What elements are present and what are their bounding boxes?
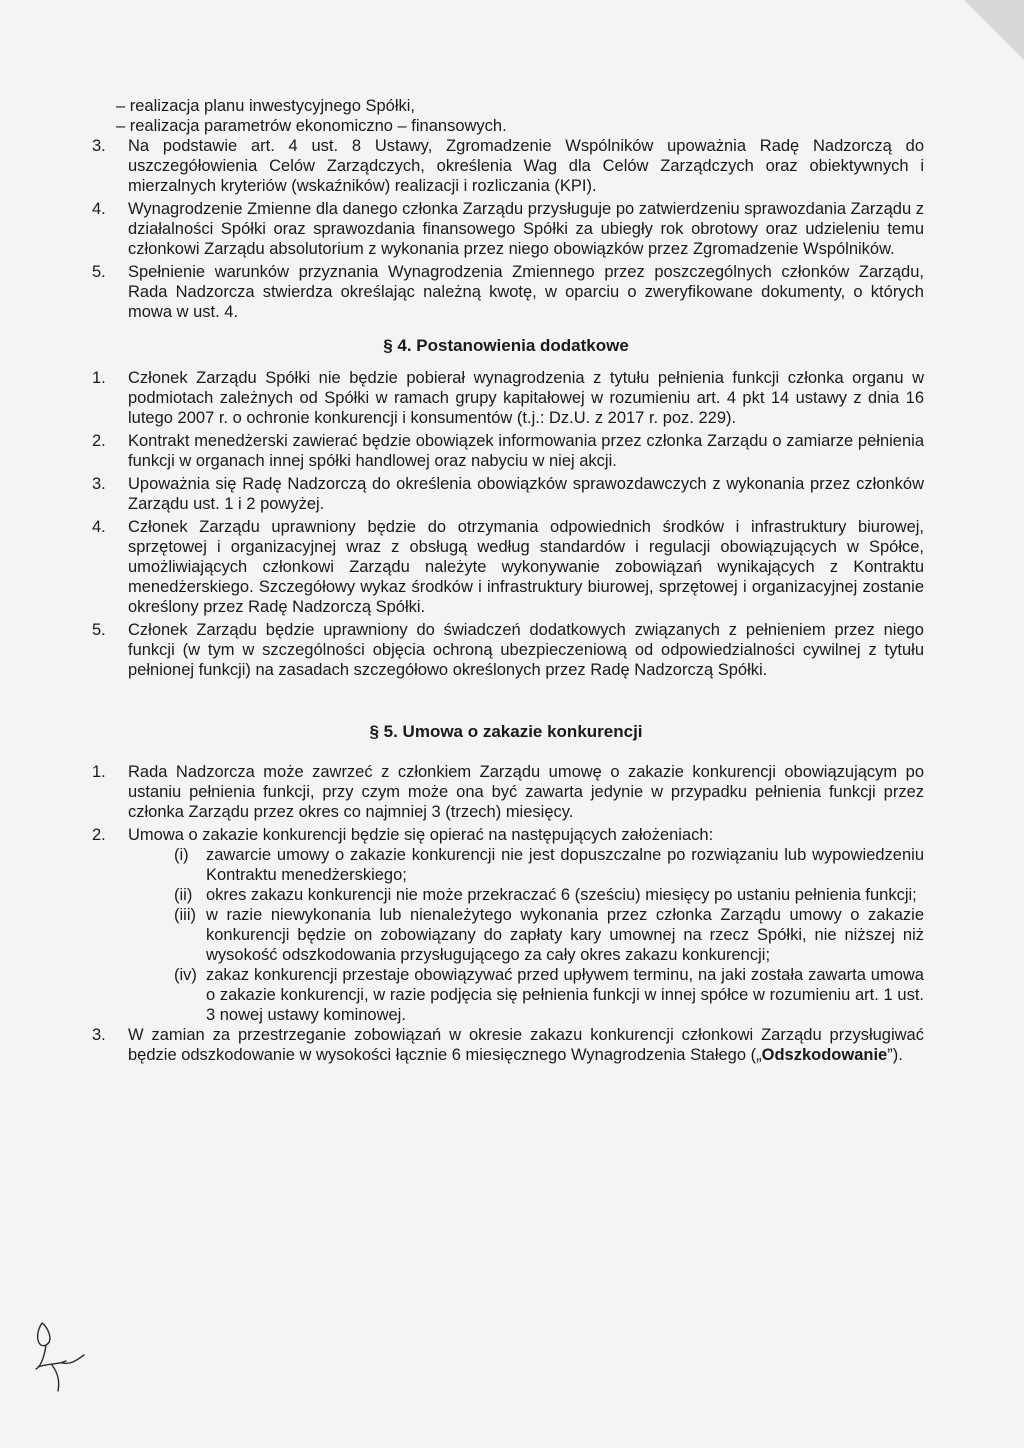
section-heading: § 4. Postanowienia dodatkowe [383,336,629,355]
item-number: 3. [92,1026,106,1044]
folded-corner [964,0,1024,60]
dash-item: – realizacja parametrów ekonomiczno – finansowych. [116,117,507,135]
item-number: 2. [92,432,106,450]
sub-item [88,885,924,905]
item-text: Członek Zarządu uprawniony będzie do otrzymania odpowiednich środków i infrastruktury biurowej, sprzętowej i organizacyjnej wraz z obsługą według standardów i regulacji obowiązujących w Spółce, umożliwiających członkowi Zarządu należyte wykonywanie zobowiązań wynikających z Kontraktu menedżerskiego. Szczegółowy wykaz środków i infrastruktury biurowej, sprzętowej i organizacyjnej zostanie określony przez Radę Nadzorczą Spółki. [128,518,924,616]
item-text: Członek Zarządu Spółki nie będzie pobierał wynagrodzenia z tytułu pełnienia funkcji członka organu w podmiotach zależnych od Spółki w ramach grupy kapitałowej w rozumieniu art. 4 pkt 14 ustawy z dnia 16 lutego 2007 r. o ochronie konkurencji i konsumentów (t.j.: Dz.U. z 2017 r. poz. 229). [128,369,924,427]
list-item [88,620,924,680]
item-number: 5. [92,621,106,639]
item-text-tail: ”). [887,1046,903,1064]
defined-term: Odszkodowanie [761,1046,888,1064]
list-item [88,262,924,322]
list-item [88,199,924,259]
sub-item-text: w razie niewykonania lub nienależytego wykonania przez członka Zarządu umowy o zakazie konkurencji będzie on zobowiązany do zapłaty kary umownej na rzecz Spółki, nie niższej niż wysokość odszkodowania przysługującego za cały okres zakazu konkurencji; [206,906,924,964]
list-item [88,517,924,617]
item-text: Kontrakt menedżerski zawierać będzie obowiązek informowania przez członka Zarządu o zamiarze pełnienia funkcji w organach innej spółki handlowej oraz nabyciu w niej akcji. [128,432,924,470]
sub-item-number: (ii) [174,886,193,904]
sub-item-number: (iii) [174,906,196,924]
sub-item [88,905,924,965]
dash-item: – realizacja planu inwestycyjnego Spółki, [116,97,415,115]
item-number: 3. [92,137,106,155]
sub-item-text: zakaz konkurencji przestaje obowiązywać przed upływem terminu, na jaki została zawarta umowa o zakazie konkurencji, w razie podjęcia się pełnienia funkcji w innej spółce w rozumieniu art. 1 ust. 3 nowej ustawy kominowej. [206,966,924,1024]
item-text: Rada Nadzorcza może zawrzeć z członkiem Zarządu umowę o zakazie konkurencji obowiązującym po ustaniu pełnienia funkcji, przy czym może ona być zawarta jedynie w przypadku pełnienia funkcji przez członka Zarządu przez okres co najmniej 3 (trzech) miesięcy. [128,763,924,821]
document-body [88,96,924,1065]
list-item [88,825,924,845]
item-text: Wynagrodzenie Zmienne dla danego członka Zarządu przysługuje po zatwierdzeniu sprawozdania Zarządu z działalności Spółki oraz sprawozdania finansowego Spółki za ubiegły rok obrotowy oraz udzieleniu temu członkowi Zarządu absolutorium z wykonania przez niego obowiązków przez Zgromadzenie Wspólników. [128,200,924,258]
item-number: 3. [92,475,106,493]
item-text: Umowa o zakazie konkurencji będzie się opierać na następujących założeniach: [128,826,714,844]
item-text-part: W zamian za przestrzeganie zobowiązań w okresie zakazu konkurencji członkowi Zarządu przysługiwać będzie odszkodowanie w wysokości łącznie 6 miesięcznego Wynagrodzenia Stałego („ [128,1026,924,1064]
list-item [88,431,924,471]
sub-item-text: zawarcie umowy o zakazie konkurencji nie jest dopuszczalne po rozwiązaniu lub wypowiedzeniu Kontraktu menedżerskiego; [206,846,924,884]
item-text: Spełnienie warunków przyznania Wynagrodzenia Zmiennego przez poszczególnych członków Zarządu, Rada Nadzorcza stwierdza określając należną kwotę, w oparciu o zweryfikowane dokumenty, o których mowa w ust. 4. [128,263,924,321]
list-item [88,474,924,514]
list-item [88,368,924,428]
item-number: 1. [92,763,106,781]
item-number: 4. [92,518,106,536]
sub-item-number: (iv) [174,966,197,984]
sub-item [88,845,924,885]
item-text: Upoważnia się Radę Nadzorczą do określenia obowiązków sprawozdawczych z wykonania przez członków Zarządu ust. 1 i 2 powyżej. [128,475,924,513]
sub-item-text: okres zakazu konkurencji nie może przekraczać 6 (sześciu) miesięcy po ustaniu pełnienia funkcji; [206,886,917,904]
list-item [88,136,924,196]
item-text [128,1026,924,1064]
sub-item [88,965,924,1025]
item-number: 1. [92,369,106,387]
section-heading: § 5. Umowa o zakazie konkurencji [369,722,643,741]
sub-item-number: (i) [174,846,189,864]
item-number: 2. [92,826,106,844]
handwritten-initials [28,1315,88,1395]
item-text: Na podstawie art. 4 ust. 8 Ustawy, Zgromadzenie Wspólników upoważnia Radę Nadzorczą do uszczegółowienia Celów Zarządczych, określenia Wag dla Celów Zarządczych oraz obiektywnych i mierzalnych kryteriów (wskaźników) realizacji i rozliczania (KPI). [128,137,924,195]
list-item [88,1025,924,1065]
item-number: 5. [92,263,106,281]
item-text: Członek Zarządu będzie uprawniony do świadczeń dodatkowych związanych z pełnieniem przez niego funkcji (w tym w szczególności objęcia ochroną ubezpieczeniową od odpowiedzialności cywilnej z tytułu pełnionej funkcji) na zasadach szczegółowo określonych przez Radę Nadzorczą Spółki. [128,621,924,679]
list-item [88,762,924,822]
item-number: 4. [92,200,106,218]
